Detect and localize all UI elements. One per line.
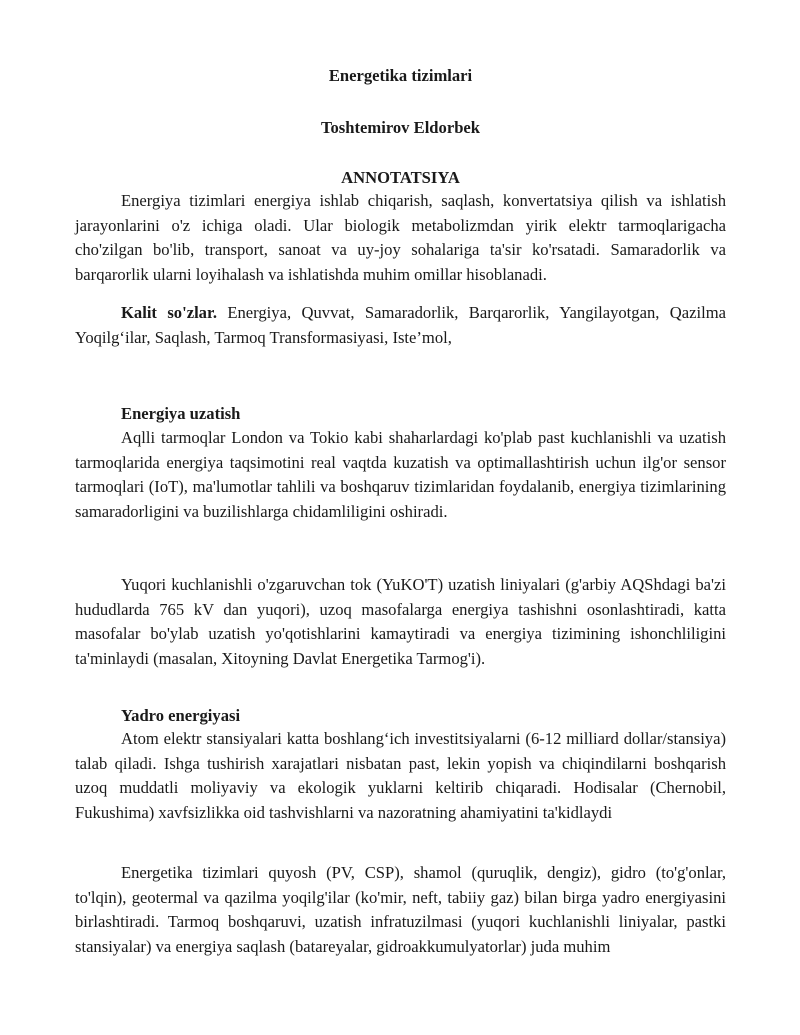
keywords-text: Energiya, Quvvat, Samaradorlik, Barqarorlik, Yangilayotgan, Qazilma Yoqilg‘ilar, Saqlash, Tarmoq Transformasiyasi, Iste’mol, [75,303,726,347]
section1-paragraph-1: Aqlli tarmoqlar London va Tokio kabi shaharlardagi ko'plab past kuchlanishli va uzatish tarmoqlarida energiya taqsimotini real vaqtda kuzatish va optimallashtirish uchun ilg'or sensor tarmoqlari (IoT), ma'lumotlar tahlili va boshqaruv tizimlaridan foydalanib, energiya tizimlarining samaradorligini va buzilishlarga chidamliligini oshiradi. [75,428,726,521]
section-heading-nuclear-energy: Yadro energiyasi [121,706,241,725]
annotation-heading: ANNOTATSIYA [341,168,460,187]
annotation-paragraph: Energiya tizimlari energiya ishlab chiqarish, saqlash, konvertatsiya qilish va ishlatish jarayonlarini o'z ichiga oladi. Ular biologik metabolizmdan yirik elektr tarmoqlarigacha cho'zilgan bo'lib, transport, sanoat va uy-joy sohalariga ta'sir ko'rsatadi. Samaradorlik va barqarorlik ularni loyihalash va ishlatishda muhim omillar hisoblanadi. [75,191,726,284]
document-title: Energetika tizimlari [328,66,473,85]
keywords-label: Kalit so'zlar. [121,303,217,322]
section1-paragraph-2: Yuqori kuchlanishli o'zgaruvchan tok (YuKO'T) uzatish liniyalari (g'arbiy AQShdagi ba'zi hududlarda 765 kV dan yuqori), uzoq masofalarga energiya tashishni osonlashtiradi, katta masofalar bo'ylab uzatish yo'qotishlarini kamaytiradi va energiya tizimining ishonchliligini ta'minlaydi (masalan, Xitoyning Davlat Energetika Tarmog'i). [75,575,726,668]
section2-paragraph-2: Energetika tizimlari quyosh (PV, CSP), shamol (quruqlik, dengiz), gidro (to'g'onlar, to'lqin), geotermal va qazilma yoqilg'ilar (ko'mir, neft, tabiiy gaz) bilan birga yadro energiyasini birlashtiradi. Tarmoq boshqaruvi, uzatish infratuzilmasi (yuqori kuchlanishli liniyalar, pastki stansiyalar) va energiya saqlash (batareyalar, gidroakkumulyatorlar) juda muhim [75,863,726,956]
section-heading-energy-transmission: Energiya uzatish [121,404,241,423]
section2-paragraph-1: Atom elektr stansiyalari katta boshlang‘ich investitsiyalarni (6-12 milliard dollar/stansiya) talab qiladi. Ishga tushirish xarajatlari nisbatan past, lekin yopish va chiqindilarni boshqarish uzoq muddatli moliyaviy va ekologik yuklarni keltirib chiqaradi. Hodisalar (Chernobil, Fukushima) xavfsizlikka oid tashvishlarni va nazoratning ahamiyatini ta'kidlaydi [75,729,726,822]
keywords-paragraph [75,301,726,350]
document-author: Toshtemirov Eldorbek [320,118,481,137]
